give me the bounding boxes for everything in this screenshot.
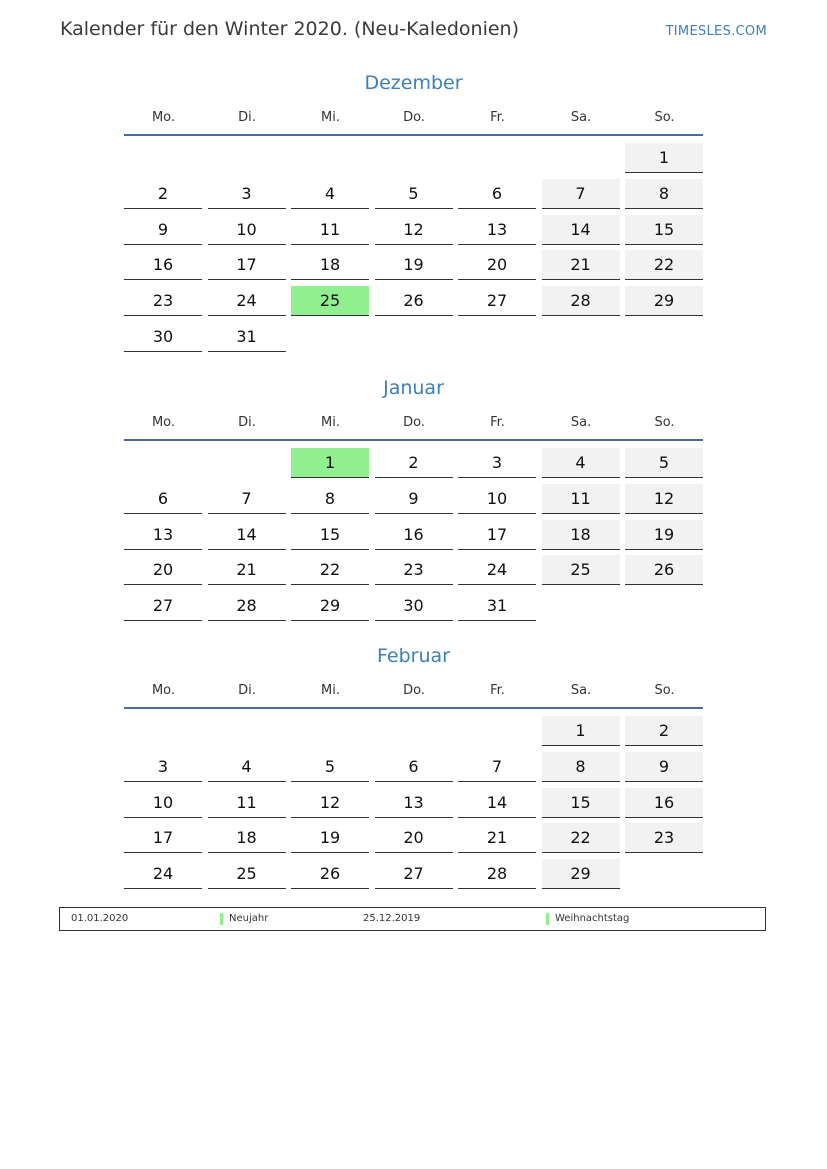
weekday-label: Sa. [570, 683, 592, 698]
day-cell[interactable]: 8 [625, 179, 703, 209]
day-cell[interactable]: 1 [625, 143, 703, 173]
weekday-label: Di. [238, 683, 256, 698]
day-cell[interactable]: 3 [208, 179, 286, 209]
day-cell[interactable]: 23 [375, 555, 453, 585]
day-cell[interactable]: 1 [542, 716, 620, 746]
day-cell[interactable]: 15 [625, 215, 703, 245]
weekday-label: So. [654, 110, 675, 125]
weekday-label: Do. [403, 415, 425, 430]
day-cell[interactable]: 9 [625, 752, 703, 782]
page-title: Kalender für den Winter 2020. (Neu-Kaledonien) [60, 18, 520, 40]
day-cell[interactable]: 10 [208, 215, 286, 245]
day-cell[interactable]: 15 [542, 788, 620, 818]
header-rule [124, 439, 703, 441]
day-cell[interactable]: 19 [291, 823, 369, 853]
day-cell[interactable]: 7 [458, 752, 536, 782]
legend-marker [546, 913, 549, 925]
day-cell[interactable]: 27 [458, 286, 536, 316]
day-cell[interactable]: 11 [208, 788, 286, 818]
header-rule [124, 134, 703, 136]
brand-link[interactable]: TIMESLES.COM [665, 24, 767, 39]
legend-marker [220, 913, 223, 925]
day-cell[interactable]: 17 [458, 520, 536, 550]
day-cell[interactable]: 12 [291, 788, 369, 818]
day-cell[interactable]: 13 [124, 520, 202, 550]
day-cell[interactable]: 12 [375, 215, 453, 245]
weekday-label: So. [654, 683, 675, 698]
day-cell[interactable]: 19 [375, 250, 453, 280]
holiday-legend [59, 907, 766, 931]
day-cell[interactable]: 28 [542, 286, 620, 316]
day-cell[interactable]: 6 [458, 179, 536, 209]
weekday-header [124, 683, 703, 701]
day-cell[interactable]: 26 [375, 286, 453, 316]
day-cell[interactable]: 2 [375, 448, 453, 478]
day-cell[interactable]: 21 [458, 823, 536, 853]
weekday-label: Sa. [570, 110, 592, 125]
day-cell[interactable]: 29 [542, 859, 620, 889]
day-cell[interactable]: 29 [291, 591, 369, 621]
day-cell[interactable]: 5 [375, 179, 453, 209]
weekday-label: Mi. [321, 110, 340, 125]
legend-date: 25.12.2019 [363, 913, 421, 924]
day-cell[interactable]: 24 [208, 286, 286, 316]
day-cell[interactable]: 16 [625, 788, 703, 818]
day-cell[interactable]: 5 [291, 752, 369, 782]
day-cell[interactable]: 26 [625, 555, 703, 585]
day-cell[interactable]: 6 [375, 752, 453, 782]
day-cell[interactable]: 10 [124, 788, 202, 818]
day-cell[interactable]: 6 [124, 484, 202, 514]
day-cell[interactable]: 25 [208, 859, 286, 889]
day-cell[interactable]: 24 [124, 859, 202, 889]
day-cell[interactable]: 25 [542, 555, 620, 585]
day-cell[interactable]: 7 [208, 484, 286, 514]
weekday-label: Sa. [570, 415, 592, 430]
weekday-label: Di. [238, 415, 256, 430]
day-cell[interactable]: 23 [625, 823, 703, 853]
day-cell[interactable]: 30 [375, 591, 453, 621]
day-cell[interactable]: 20 [375, 823, 453, 853]
day-cell[interactable]: 14 [542, 215, 620, 245]
day-cell[interactable]: 9 [375, 484, 453, 514]
day-cell[interactable]: 26 [291, 859, 369, 889]
day-cell[interactable]: 24 [458, 555, 536, 585]
day-cell[interactable]: 22 [625, 250, 703, 280]
day-cell[interactable]: 1 [291, 448, 369, 478]
weekday-label: Do. [403, 683, 425, 698]
day-cell[interactable]: 27 [375, 859, 453, 889]
weekday-label: Fr. [490, 683, 505, 698]
legend-holiday-name: Weihnachtstag [555, 913, 630, 924]
day-cell[interactable]: 18 [291, 250, 369, 280]
day-cell[interactable]: 31 [208, 322, 286, 352]
day-cell[interactable]: 22 [542, 823, 620, 853]
day-cell[interactable]: 30 [124, 322, 202, 352]
day-cell[interactable]: 20 [458, 250, 536, 280]
day-cell[interactable]: 21 [542, 250, 620, 280]
day-cell[interactable]: 4 [208, 752, 286, 782]
weekday-label: Fr. [490, 415, 505, 430]
day-cell[interactable]: 3 [458, 448, 536, 478]
day-cell[interactable]: 11 [291, 215, 369, 245]
day-cell[interactable]: 13 [375, 788, 453, 818]
day-cell[interactable]: 28 [458, 859, 536, 889]
day-cell[interactable]: 17 [124, 823, 202, 853]
day-cell[interactable]: 29 [625, 286, 703, 316]
day-cell[interactable]: 14 [208, 520, 286, 550]
day-cell[interactable]: 22 [291, 555, 369, 585]
day-cell[interactable]: 15 [291, 520, 369, 550]
day-cell[interactable]: 4 [542, 448, 620, 478]
weekday-label: Mo. [151, 683, 176, 698]
day-cell[interactable]: 7 [542, 179, 620, 209]
month-title: Februar [377, 645, 450, 667]
day-cell[interactable]: 27 [124, 591, 202, 621]
weekday-label: Mi. [321, 683, 340, 698]
weekday-label: So. [654, 415, 675, 430]
day-cell[interactable]: 4 [291, 179, 369, 209]
weekday-label: Di. [238, 110, 256, 125]
day-cell[interactable]: 28 [208, 591, 286, 621]
day-cell[interactable]: 12 [625, 484, 703, 514]
day-cell[interactable]: 20 [124, 555, 202, 585]
day-cell[interactable]: 13 [458, 215, 536, 245]
header-rule [124, 707, 703, 709]
legend-date: 01.01.2020 [71, 913, 129, 924]
weekday-label: Fr. [490, 110, 505, 125]
weekday-label: Do. [403, 110, 425, 125]
day-cell[interactable]: 11 [542, 484, 620, 514]
day-cell[interactable]: 25 [291, 286, 369, 316]
day-cell[interactable]: 8 [542, 752, 620, 782]
day-cell[interactable]: 9 [124, 215, 202, 245]
day-cell[interactable]: 19 [625, 520, 703, 550]
weekday-header [124, 110, 703, 128]
month-title: Dezember [364, 72, 463, 94]
day-cell[interactable]: 31 [458, 591, 536, 621]
day-cell[interactable]: 21 [208, 555, 286, 585]
day-cell[interactable]: 16 [124, 250, 202, 280]
weekday-label: Mi. [321, 415, 340, 430]
month-title: Januar [383, 377, 444, 399]
day-cell[interactable]: 8 [291, 484, 369, 514]
day-cell[interactable]: 23 [124, 286, 202, 316]
day-cell[interactable]: 3 [124, 752, 202, 782]
day-cell[interactable]: 10 [458, 484, 536, 514]
day-cell[interactable]: 18 [208, 823, 286, 853]
day-cell[interactable]: 14 [458, 788, 536, 818]
day-cell[interactable]: 18 [542, 520, 620, 550]
day-cell[interactable]: 16 [375, 520, 453, 550]
day-cell[interactable]: 17 [208, 250, 286, 280]
weekday-header [124, 415, 703, 433]
day-cell[interactable]: 5 [625, 448, 703, 478]
weekday-label: Mo. [151, 110, 176, 125]
legend-holiday-name: Neujahr [229, 913, 269, 924]
day-cell[interactable]: 2 [124, 179, 202, 209]
day-cell[interactable]: 2 [625, 716, 703, 746]
weekday-label: Mo. [151, 415, 176, 430]
